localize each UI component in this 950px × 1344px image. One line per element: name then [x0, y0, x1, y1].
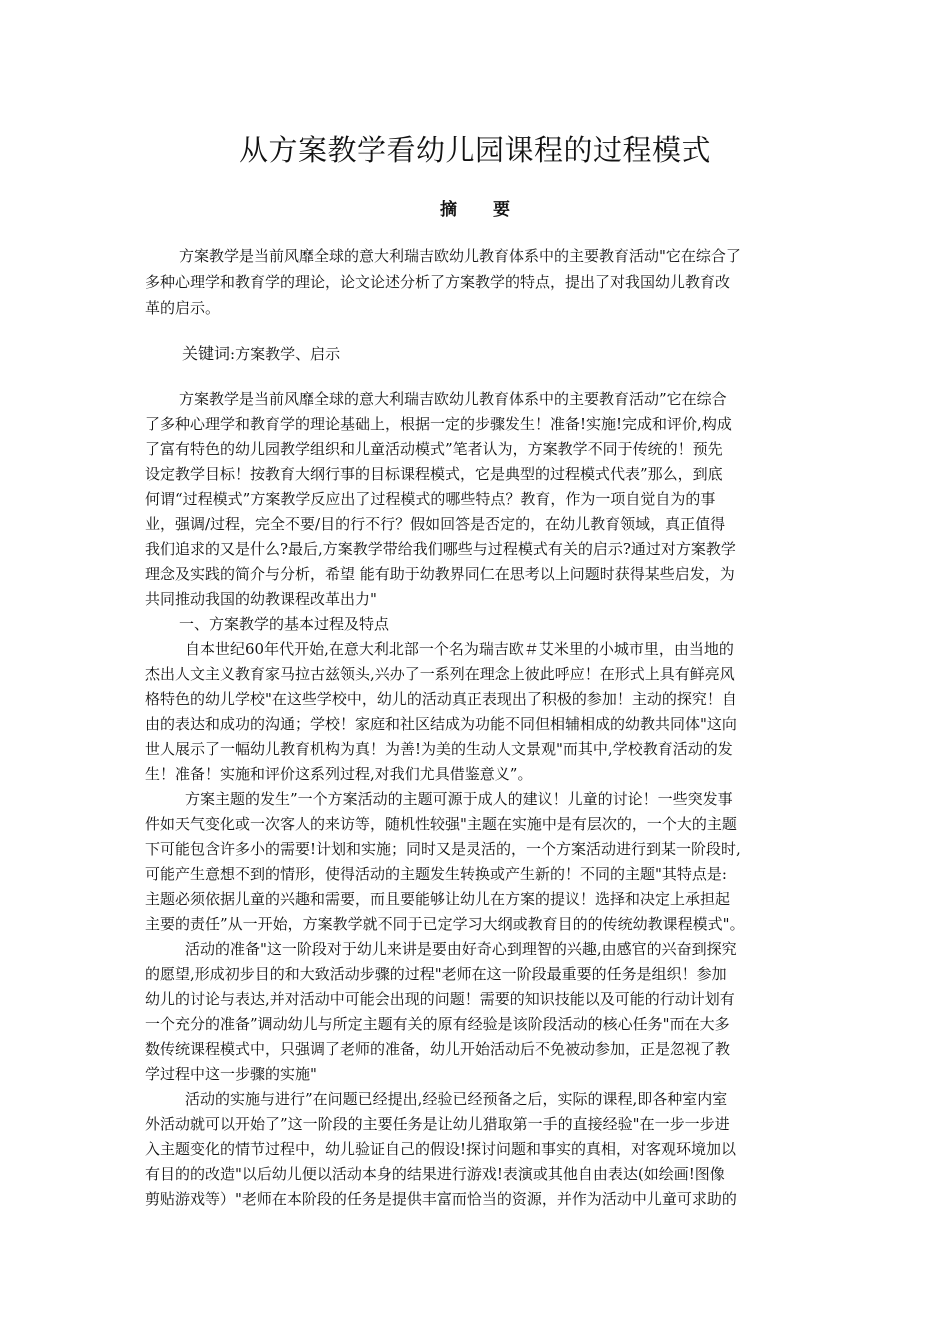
body-line: 方案主题的发生”一个方案活动的主题可源于成人的建议！儿童的讨论！一些突发事	[185, 790, 733, 808]
body-line: 共同推动我国的幼教课程改革出力"	[145, 590, 377, 608]
abstract-line: 革的启示。	[145, 299, 221, 317]
body-line: 可能产生意想不到的情形，使得活动的主题发生转换或产生新的！不同的主题"其特点是:	[145, 865, 727, 883]
body-line: 幼儿的讨论与表达,并对活动中可能会出现的问题！需要的知识技能以及可能的行动计划有	[145, 990, 735, 1008]
body-line: 学过程中这一步骤的实施"	[145, 1065, 317, 1083]
abstract-paragraph	[145, 243, 810, 321]
paper-title: 从方案教学看幼儿园课程的过程模式	[238, 133, 711, 167]
body-line: 由的表达和成功的沟通；学校！家庭和社区结成为功能不同但相辅相成的幼教共同体"这向	[145, 715, 737, 733]
body-line: 了多种心理学和教育学的理论基础上，根据一定的步骤发生！准备!实施!完成和评价,构成	[145, 415, 732, 433]
body-line: 自本世纪60年代开始,在意大利北部一个名为瑞吉欧＃艾米里的小城市里，由当地的	[185, 640, 734, 658]
body-line: 主要的责任”从一开始，方案教学就不同于已定学习大纲或教育目的的传统幼教课程模式"。	[145, 915, 745, 933]
keywords-value: :方案教学、启示	[230, 345, 341, 363]
section-heading: 一、方案教学的基本过程及特点	[179, 615, 390, 633]
body-line: 何谓“过程模式”方案教学反应出了过程模式的哪些特点？教育，作为一项自觉自为的事	[145, 490, 716, 508]
body-line: 剪贴游戏等）"老师在本阶段的任务是提供丰富而恰当的资源，并作为活动中儿童可求助的	[145, 1190, 737, 1208]
body-line: 生！准备！实施和评价这系列过程,对我们尤具借鉴意义”。	[145, 765, 533, 783]
body-line: 我们追求的又是什么?最后,方案教学带给我们哪些与过程模式有关的启示?通过对方案教学	[145, 540, 736, 558]
keywords-line	[182, 341, 802, 367]
body-line: 一个充分的准备”调动幼儿与所定主题有关的原有经验是该阶段活动的核心任务"而在大多	[145, 1015, 730, 1033]
body-text	[145, 387, 810, 1212]
body-line: 杰出人文主义教育家马拉古兹领头,兴办了一系列在理念上彼此呼应！在形式上具有鲜亮风	[145, 665, 735, 683]
abstract-line: 方案教学是当前风靡全球的意大利瑞吉欧幼儿教育体系中的主要教育活动"它在综合了	[179, 247, 741, 265]
body-line: 外活动就可以开始了”这一阶段的主要任务是让幼儿猎取第一手的直接经验"在一步一步进	[145, 1115, 730, 1133]
keywords-label: 关键词	[182, 344, 231, 363]
body-line: 设定教学目标！按教育大纲行事的目标课程模式，它是典型的过程模式代表”那么，到底	[145, 465, 723, 483]
body-line: 格特色的幼儿学校"在这些学校中，幼儿的活动真正表现出了积极的参加！主动的探究！自	[145, 690, 737, 708]
body-line: 方案教学是当前风靡全球的意大利瑞吉欧幼儿教育体系中的主要教育活动”它在综合	[179, 390, 727, 408]
body-line: 世人展示了一幅幼儿教育机构为真！为善!为美的生动人文景观"而其中,学校教育活动的发	[145, 740, 733, 758]
body-line: 件如天气变化或一次客人的来访等，随机性较强"主题在实施中是有层次的，一个大的主题	[145, 815, 737, 833]
body-line: 理念及实践的简介与分析，希望 能有助于幼教界同仁在思考以上问题时获得某些启发，为	[145, 565, 735, 583]
body-line: 活动的实施与进行”在问题已经提出,经验已经预备之后，实际的课程,即各种室内室	[185, 1090, 728, 1108]
body-line: 数传统课程模式中，只强调了老师的准备，幼儿开始活动后不免被动参加，正是忽视了教	[145, 1040, 731, 1058]
body-line: 活动的准备"这一阶段对于幼儿来讲是要由好奇心到理智的兴趣,由感官的兴奋到探究	[185, 940, 737, 958]
abstract-line: 多种心理学和教育学的理论，论文论述分析了方案教学的特点，提出了对我国幼儿教育改	[145, 273, 731, 291]
body-line: 主题必须依据儿童的兴趣和需要，而且要能够让幼儿在方案的提议！选择和决定上承担起	[145, 890, 731, 908]
body-line: 业，强调/过程，完全不要/目的行不行？假如回答是否定的，在幼儿教育领域，真正值得	[145, 515, 726, 533]
body-line: 了富有特色的幼儿园教学组织和儿童活动模式”笔者认为，方案教学不同于传统的！预先	[145, 440, 723, 458]
body-line: 有目的的改造"以后幼儿便以活动本身的结果进行游戏!表演或其他自由表达(如绘画!图像	[145, 1165, 725, 1183]
abstract-heading: 摘要	[440, 200, 546, 220]
body-line: 下可能包含许多小的需要!计划和实施；同时又是灵活的，一个方案活动进行到某一阶段时,	[145, 840, 741, 858]
body-line: 入主题变化的情节过程中，幼儿验证自己的假设!探讨问题和事实的真相，对客观环境加以	[145, 1140, 737, 1158]
body-line: 的愿望,形成初步目的和大致活动步骤的过程"老师在这一阶段最重要的任务是组织！参加	[145, 965, 727, 983]
